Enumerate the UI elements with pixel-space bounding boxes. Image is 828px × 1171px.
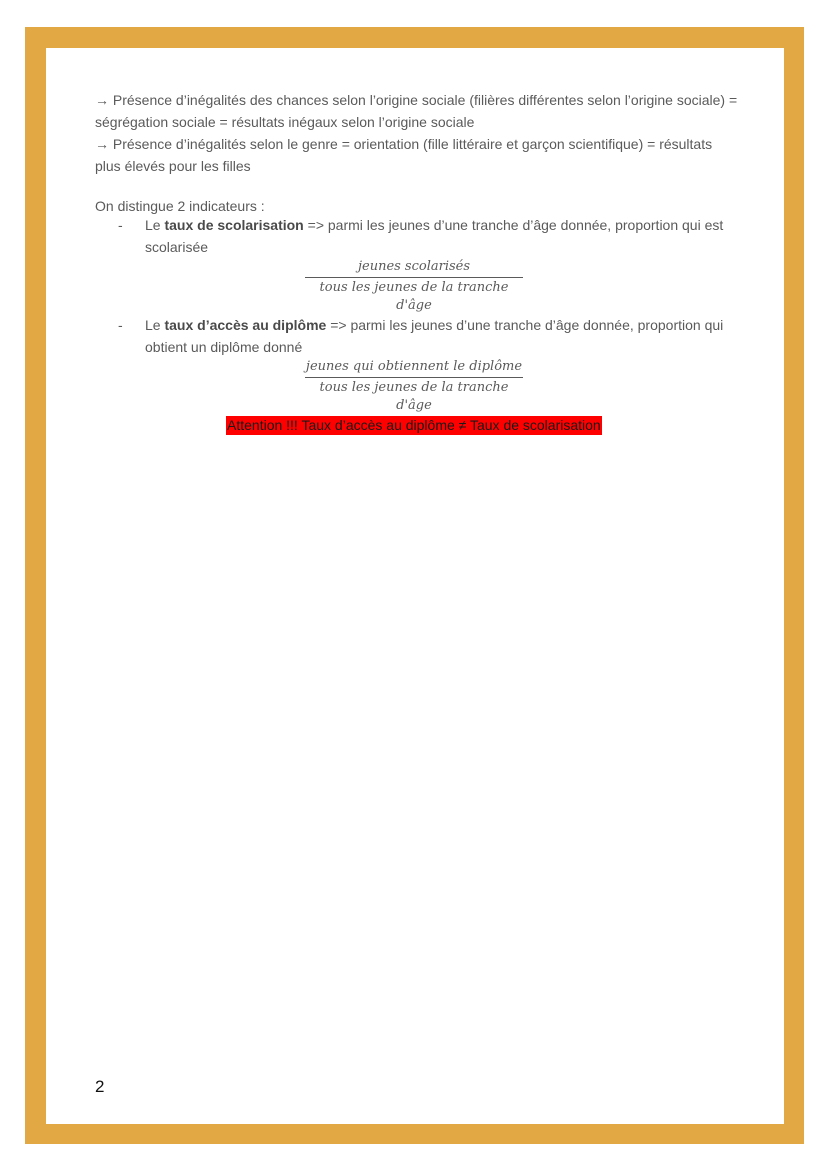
definition-prefix: Le bbox=[145, 217, 165, 233]
definition-text: => parmi les jeunes d’une tranche d’âge donnée, proportion qui obtient un diplôme donné bbox=[145, 317, 724, 355]
formula-acces-diplome bbox=[305, 358, 523, 415]
attention-highlight: Attention !!! Taux d’accès au diplôme ≠ Taux de scolarisation bbox=[227, 417, 601, 433]
list-bullet: - bbox=[118, 317, 123, 333]
formula-numerator: jeunes qui obtiennent le diplôme bbox=[305, 358, 523, 378]
indicator-term: taux de scolarisation bbox=[164, 217, 304, 233]
page-number: 2 bbox=[95, 1077, 105, 1096]
text-line: ségrégation sociale = résultats inégaux selon l’origine sociale bbox=[95, 114, 475, 130]
text-line: → Présence d’inégalités selon le genre = orientation (fille littéraire et garçon scientifique) = résultats bbox=[95, 136, 713, 152]
formula-numerator: jeunes scolarisés bbox=[305, 258, 523, 278]
definition-prefix: Le bbox=[145, 317, 165, 333]
indicator-term: taux d’accès au diplôme bbox=[164, 317, 327, 333]
indicator-definition bbox=[145, 214, 745, 258]
text-line: plus élevés pour les filles bbox=[95, 158, 251, 174]
indicators-intro: On distingue 2 indicateurs : bbox=[95, 198, 265, 214]
definition-text: => parmi les jeunes d’une tranche d’âge donnée, proportion qui est scolarisée bbox=[145, 217, 724, 255]
formula-scolarisation bbox=[305, 258, 523, 315]
indicator-definition bbox=[145, 314, 745, 358]
formula-denominator: tous les jeunes de la tranche d'âge bbox=[319, 380, 509, 413]
text-line: → Présence d’inégalités des chances selon l’origine sociale (filières différentes selon l’origine sociale) = bbox=[95, 92, 738, 108]
list-bullet: - bbox=[118, 217, 123, 233]
formula-denominator: tous les jeunes de la tranche d'âge bbox=[319, 280, 509, 313]
inequalities-paragraph bbox=[95, 89, 745, 177]
